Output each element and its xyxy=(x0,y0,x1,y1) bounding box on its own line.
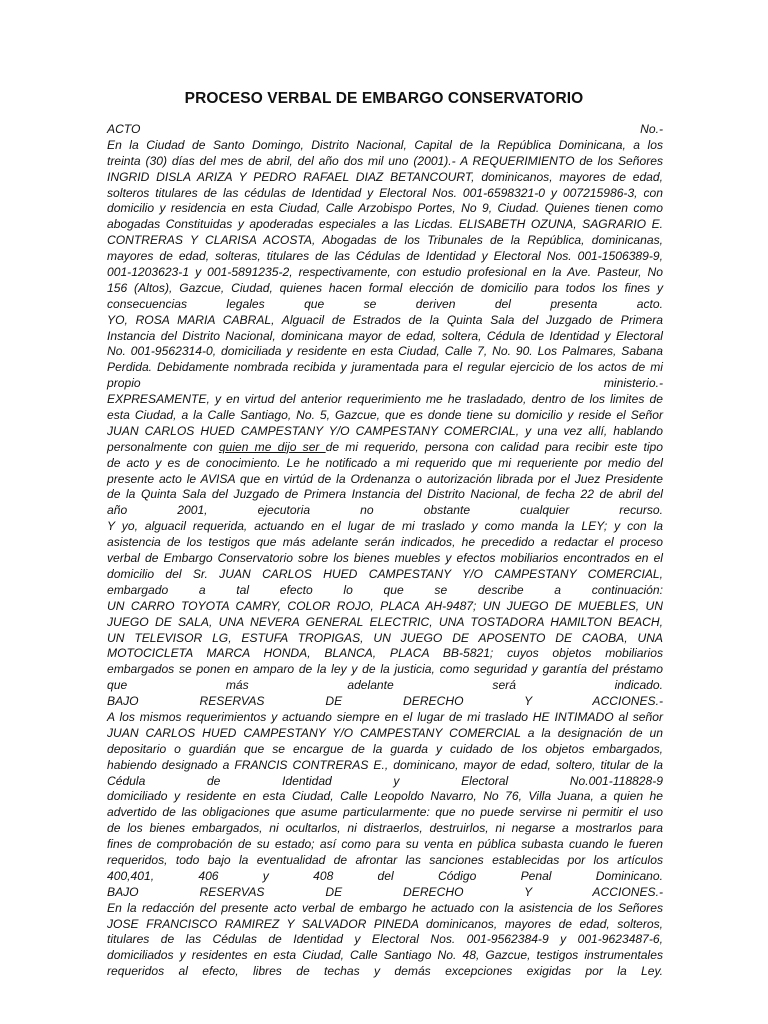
text-line: presente acto le AVISA que en virtúd de la Ordenanza o autorización librada por el Juez Presidente xyxy=(107,471,663,486)
text-line: esta Ciudad, a la Calle Santiago, No. 5, Gazcue, que es donde tiene su domicilio y reside el Señor xyxy=(107,408,663,423)
text-line: requeridos al efecto, libres de techas y demás excepciones exigidas por la Ley. xyxy=(107,964,663,979)
text-line: requeridos, todo bajo la eventualidad de afrontar las sanciones establecidas por los artículos xyxy=(107,852,663,867)
text-line: CONTRERAS Y CLARISA ACOSTA, Abogadas de los Tribunales de la República, dominicanas, xyxy=(107,233,663,248)
text-line: En la redacción del presente acto verbal de embargo he actuado con la asistencia de los Señores xyxy=(107,900,663,915)
underlined-blank: quien me dijo ser xyxy=(218,439,326,454)
text-line: fines de comprobación de su estado; así como para su venta en pública subasta cuando le fueren xyxy=(107,837,663,852)
text-line: que más adelante será indicado. xyxy=(107,678,663,693)
text-line: Perdida. Debidamente nombrada recibida y juramentada para el regular ejercicio de los actos de mi xyxy=(107,360,663,375)
text-line: JOSE FRANCISCO RAMIREZ Y SALVADOR PINEDA dominicanos, mayores de edad, solteros, xyxy=(107,916,663,931)
text-line: consecuencias legales que se deriven del presenta acto. xyxy=(107,296,663,311)
text-line: domicilio del Sr. JUAN CARLOS HUED CAMPESTANY Y/O CAMPESTANY COMERCIAL, xyxy=(107,566,663,581)
text-line: UN CARRO TOYOTA CAMRY, COLOR ROJO, PLACA AH-9487; UN JUEGO DE MUEBLES, UN xyxy=(107,598,663,613)
text-line: 156 (Altos), Gazcue, Ciudad, quienes hacen formal elección de domicilio para todos los fines y xyxy=(107,280,663,295)
text-line: INGRID DISLA ARIZA Y PEDRO RAFAEL DIAZ BETANCOURT, dominicanos, mayores de edad, xyxy=(107,169,663,184)
text-line: Y yo, alguacil requerida, actuando en el lugar de mi traslado y como manda la LEY; y con la xyxy=(107,519,663,534)
text-line: habiendo designado a FRANCIS CONTRERAS E., dominicano, mayor de edad, soltero, titular de la xyxy=(107,757,663,772)
text-line: personalmente con quien me dijo ser de mi requerido, persona con calidad para recibir este tipo xyxy=(107,439,663,454)
text-line: año 2001, ejecutoria no obstante cualquier recurso. xyxy=(107,503,663,518)
text-line: solteros titulares de las cédulas de Identidad y Electoral Nos. 001-6598321-0 y 007215986-3, con xyxy=(107,185,663,200)
document-title: PROCESO VERBAL DE EMBARGO CONSERVATORIO xyxy=(184,90,584,107)
text-line: verbal de Embargo Conservatorio sobre los bienes muebles y efectos mobiliarios encontrados en el xyxy=(107,551,663,566)
text-line: domicilio y residencia en esta Ciudad, Calle Arzobispo Portes, No 9, Ciudad. Quienes tienen como xyxy=(107,201,663,216)
text-line: JUAN CARLOS HUED CAMPESTANY Y/O CAMPESTANY COMERCIAL a la designación de un xyxy=(107,725,663,740)
text-line: embargado a tal efecto lo que se describe a continuación: xyxy=(107,582,663,597)
text-line: En la Ciudad de Santo Domingo, Distrito Nacional, Capital de la República Dominicana, a los xyxy=(107,137,663,152)
text-line: treinta (30) días del mes de abril, del año dos mil uno (2001).- A REQUERIMIENTO de los Señores xyxy=(107,153,663,168)
text-line: propio ministerio.- xyxy=(107,376,663,391)
text-line: de acto y es de conocimiento. Le he notificado a mi requerido que mi requeriente por medio del xyxy=(107,455,663,470)
text-line: mayores de edad, solteras, titulares de las Cédulas de Identidad y Electoral Nos. 001-1506389-9, xyxy=(107,249,663,264)
text-line: UN TELEVISOR LG, ESTUFA TROPIGAS, UN JUEGO DE APOSENTO DE CAOBA, UNA xyxy=(107,630,663,645)
text-line: A los mismos requerimientos y actuando siempre en el lugar de mi traslado HE INTIMADO al señor xyxy=(107,709,663,724)
text-line: EXPRESAMENTE, y en virtud del anterior requerimiento me he trasladado, dentro de los limites de xyxy=(107,392,663,407)
text-line: titulares de las Cédulas de Identidad y Electoral Nos. 001-9562384-9 y 001-9623487-6, xyxy=(107,932,663,947)
text-line: depositario o guardián que se encargue de la guarda y cuidado de los objetos embargados, xyxy=(107,741,663,756)
text-line: Instancia del Distrito Nacional, dominicana mayor de edad, soltera, Cédula de Identidad y Electoral xyxy=(107,328,663,343)
text-line: YO, ROSA MARIA CABRAL, Alguacil de Estrados de la Quinta Sala del Juzgado de Primera xyxy=(107,312,663,327)
text-line: No. 001-9562314-0, domiciliada y residente en esta Ciudad, Calle 7, No. 90. Los Palmares, Sabana xyxy=(107,344,663,359)
text-line: de los bienes embargados, ni ocultarlos, ni distraerlos, destruirlos, ni negarse a mostrarlos para xyxy=(107,821,663,836)
text-line: JUAN CARLOS HUED CAMPESTANY Y/O CAMPESTANY COMERCIAL, y una vez allí, hablando xyxy=(107,423,663,438)
text-line: BAJO RESERVAS DE DERECHO Y ACCIONES.- xyxy=(107,884,663,899)
text-line: advertido de las obligaciones que asume particularmente: que no puede servirse ni permitir el uso xyxy=(107,805,663,820)
text-line: asistencia de los testigos que más adelante serán indicados, he precedido a redactar el proceso xyxy=(107,535,663,550)
text-line: domiciliados y residentes en esta Ciudad, Calle Santiago No. 48, Gazcue, testigos instrumentales xyxy=(107,948,663,963)
text-line: domiciliado y residente en esta Ciudad, Calle Leopoldo Navarro, No 76, Villa Juana, a quien he xyxy=(107,789,663,804)
text-line: MOTOCICLETA MARCA HONDA, BLANCA, PLACA BB-5821; cuyos objetos mobiliarios xyxy=(107,646,663,661)
text-line: abogadas Constituidas y apoderadas especiales a las Licdas. ELISABETH OZUNA, SAGRARIO E. xyxy=(107,217,663,232)
document-body xyxy=(107,122,663,980)
text-line: JUEGO DE SALA, UNA NEVERA GENERAL ELECTRIC, UNA TOSTADORA HAMILTON BEACH, xyxy=(107,614,663,629)
text-line: embargados se ponen en amparo de la ley y de la justicia, como seguridad y garantía del préstamo xyxy=(107,662,663,677)
text-line: BAJO RESERVAS DE DERECHO Y ACCIONES.- xyxy=(107,694,663,709)
text-line: Cédula de Identidad y Electoral No.001-118828-9 xyxy=(107,773,663,788)
text-line: 001-1203623-1 y 001-5891235-2, respectivamente, con estudio profesional en la Ave. Pasteur, No xyxy=(107,265,663,280)
text-line: 400,401, 406 y 408 del Código Penal Dominicano. xyxy=(107,868,663,883)
text-line: ACTO No.- xyxy=(107,122,663,136)
text-line: de la Quinta Sala del Juzgado de Primera Instancia del Distrito Nacional, de fecha 22 de abril del xyxy=(107,487,663,502)
